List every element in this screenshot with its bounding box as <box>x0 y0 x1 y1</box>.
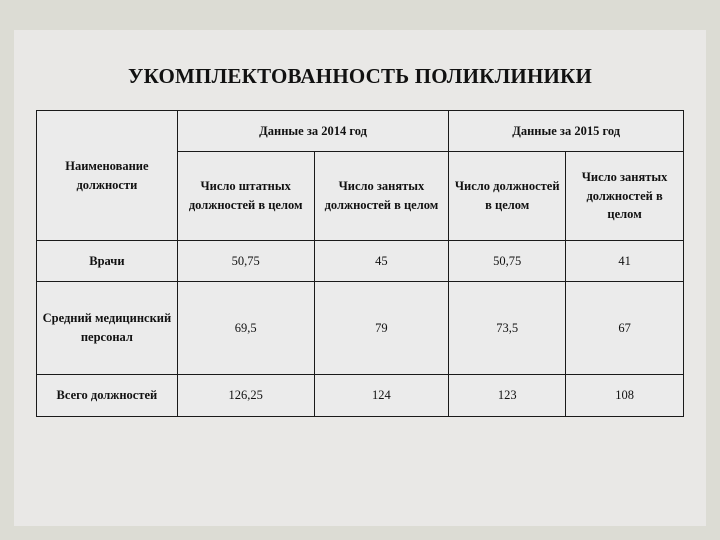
table-cell: 73,5 <box>449 282 566 375</box>
subheader-2015-positions: Число должностей в целом <box>449 152 566 241</box>
table-cell: 50,75 <box>177 241 314 282</box>
subheader-2014-staff-positions: Число штатных должностей в целом <box>177 152 314 241</box>
table-cell: 45 <box>314 241 449 282</box>
table-cell: 69,5 <box>177 282 314 375</box>
table-cell: 126,25 <box>177 375 314 417</box>
table-header-row <box>37 111 684 152</box>
table-cell: 50,75 <box>449 241 566 282</box>
subheader-2015-occupied-positions: Число занятых должностей в целом <box>566 152 684 241</box>
table-cell: 123 <box>449 375 566 417</box>
table-cell: 41 <box>566 241 684 282</box>
position-name-header: Наименование должности <box>37 111 178 241</box>
row-label: Всего должностей <box>37 375 178 417</box>
row-label: Врачи <box>37 241 178 282</box>
table-cell: 79 <box>314 282 449 375</box>
subheader-2014-occupied-positions: Число занятых должностей в целом <box>314 152 449 241</box>
table-cell: 108 <box>566 375 684 417</box>
year-2015-header: Данные за 2015 год <box>449 111 684 152</box>
table-row <box>37 282 684 375</box>
staffing-table <box>36 110 684 417</box>
table-row <box>37 241 684 282</box>
slide-title: УКОМПЛЕКТОВАННОСТЬ ПОЛИКЛИНИКИ <box>127 64 592 88</box>
year-2014-header: Данные за 2014 год <box>177 111 449 152</box>
table-cell: 67 <box>566 282 684 375</box>
table-cell: 124 <box>314 375 449 417</box>
row-label: Средний медицинский персонал <box>37 282 178 375</box>
table-row <box>37 375 684 417</box>
